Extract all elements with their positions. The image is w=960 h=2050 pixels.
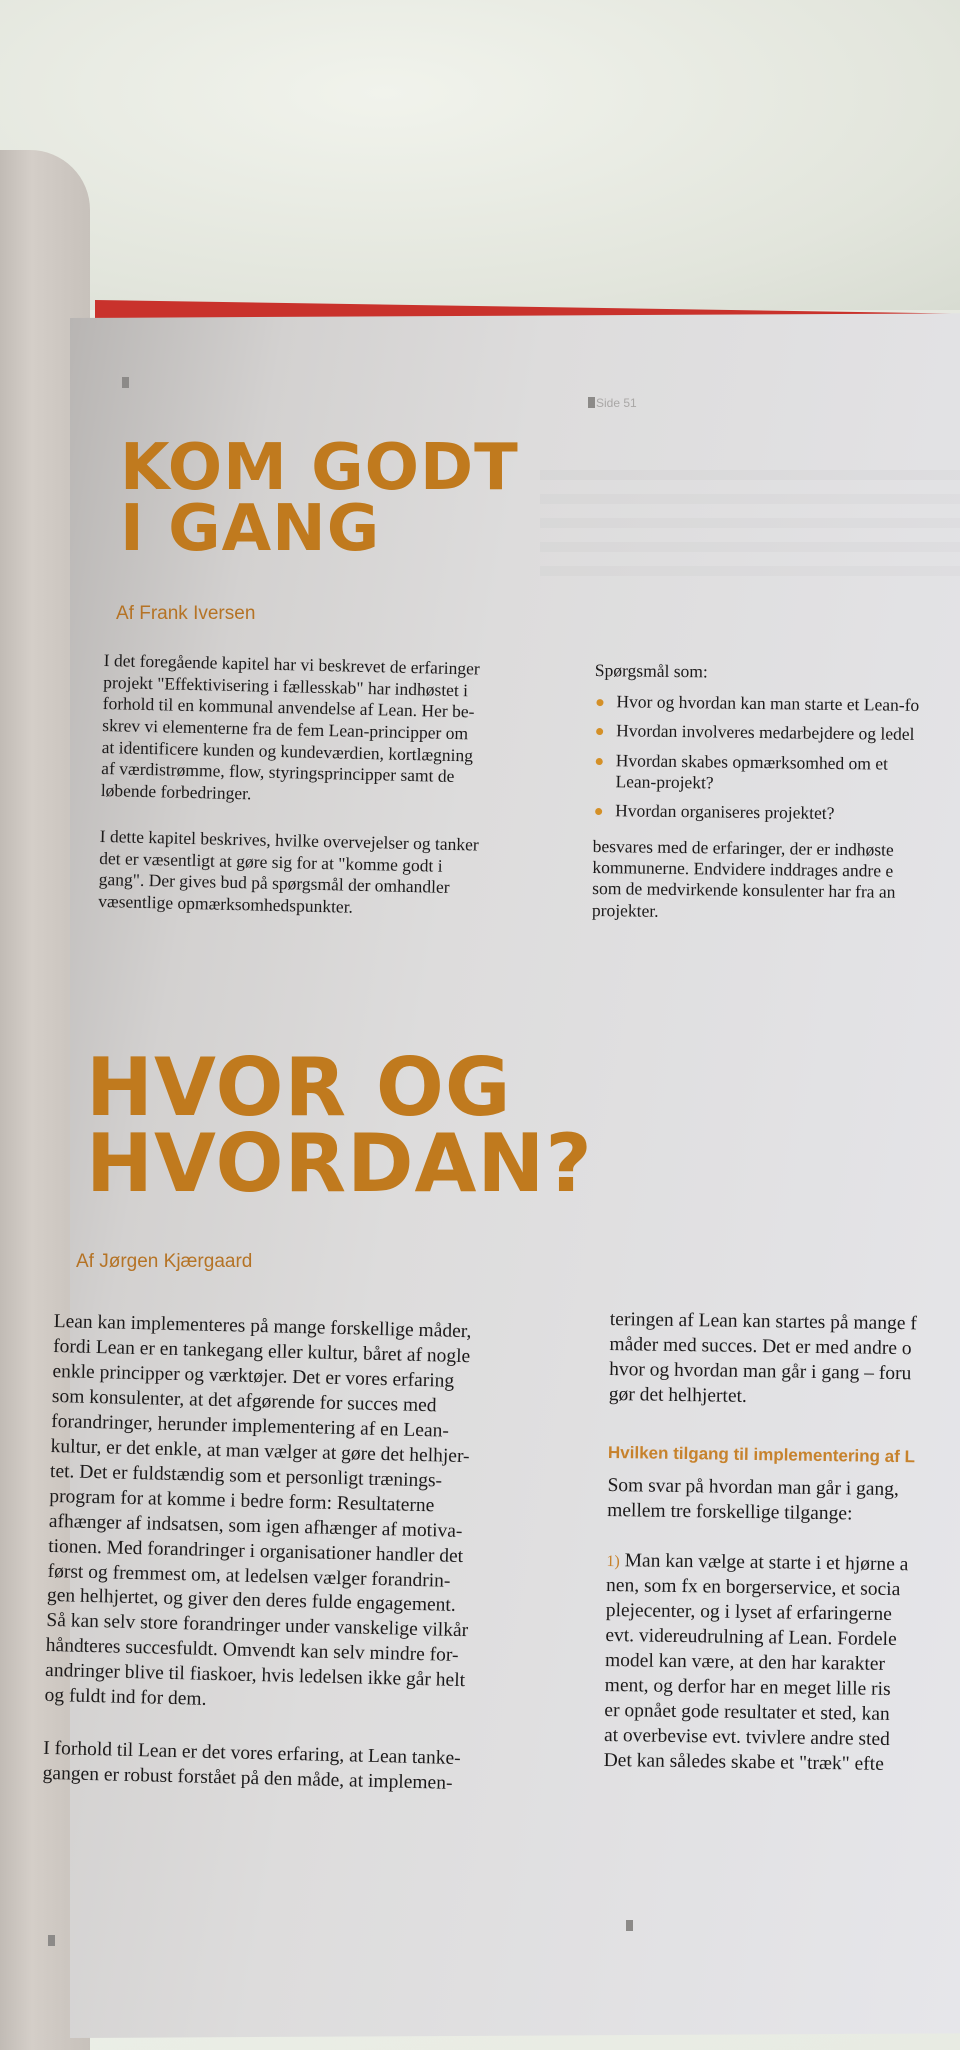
body-paragraph-right-2: Som svar på hvordan man går i gang, mellem tre forskellige tilgange: (607, 1474, 900, 1524)
question-item: Hvordan skabes opmærksomhed om et Lean-projekt? (593, 750, 958, 797)
intro-column-right (592, 660, 960, 926)
page-marker-bottom-left (48, 1935, 55, 1946)
item-number: 1) (606, 1553, 620, 1571)
questions-intro: Spørgsmål som: (594, 660, 708, 682)
author-byline: Af Frank Iversen (116, 603, 256, 624)
questions-answer-paragraph: besvares med de erfaringer, der er indhøste kommunerne. Endvidere inddrages andre e som de medvirkende konsulenter har fra an projekter. (591, 835, 896, 921)
main-column-right (603, 1308, 959, 1779)
body-paragraph-right-1: teringen af Lean kan startes på mange f måder med succes. Det er med andre o hvor og hvordan man går i gang – foru gør det helhjertet. (608, 1308, 917, 1407)
intro-paragraph-2: I dette kapitel beskrives, hvilke overvejelser og tanker det er væsentligt at gøre sig for at "komme godt i gang". Der gives bud på spørgsmål der omhandler væsentlige opmærksomhedspunkter. (98, 825, 479, 917)
intro-paragraph-1: I det foregående kapitel har vi beskrevet de erfaringer projekt "Effektivisering i fællesskab" har indhøstet i forhold til en kommunal anvendelse af Lean. Her be- skrev vi elementerne fra de fem Lean-principper om at identificere kunden og kundeværdien, kortlægning af værdistrømme, flow, styringsprincipper samt de løbende forbedringer. (100, 650, 480, 804)
show-through-text (540, 470, 960, 590)
question-item: Hvordan organiseres projektet? (593, 800, 958, 826)
intro-column-left (98, 650, 574, 923)
page-marker-bottom-right (626, 1920, 633, 1931)
page-marker-top-right (588, 397, 595, 408)
body-paragraph-1: Lean kan implementeres på mange forskellige måder, fordi Lean er en tankegang eller kultur, båret af nogle enkle principper og værktøjer. Det er vores erfaring som konsulenter, at det afgørende for succes med forandringer, herunder implementering af en Lean- kultur, er det enkle, at man vælger at gøre det helhjer- tet. Det er fuldstændig som et personligt trænings- program for at komme i bedre form: Resultaterne afhænger af indsatsen, som igen afhænger af motiva- tionen. Med forandringer i organisationer handler det først og fremmest om, at ledelsen vælger forandrin- gen helhjertet, og giver den deres fulde engagement. Så kan selv store forandringer under vanskelige vilkår håndteres succesfuldt. Omvendt kan selv mindre for- andringer blive til fiaskoer, hvis ledelsen ikke går helt og fuldt ind for dem. (44, 1310, 472, 1711)
section-title-hvor-og-hvordan (86, 1041, 593, 1210)
title-line-1: HVOR OG (86, 1041, 512, 1134)
title-line-1: KOM GODT (120, 431, 519, 505)
body-paragraph-2: I forhold til Lean er det vores erfaring, at Lean tanke- gangen er robust forstået på den måde, at implemen- (42, 1738, 461, 1795)
approach-item-1 (603, 1549, 956, 1778)
question-list (593, 691, 960, 826)
title-line-2: HVORDAN? (86, 1117, 593, 1210)
subheading-implementation-approach: Hvilken tilgang til implementering af L (607, 1442, 916, 1467)
tablecloth-background (0, 0, 960, 310)
title-line-2: I GANG (120, 491, 381, 566)
page-marker-top-left (122, 377, 129, 388)
section-title-kom-godt-i-gang (120, 431, 519, 566)
page-number: Side 51 (596, 396, 637, 410)
item-text: Man kan vælge at starte i et hjørne a nen, som fx en borgerservice, et socia plejecenter, og i lyset af erfaringerne evt. videreudrulning af Lean. Fordele model kan være, at den har karakter ment, og derfor har en meget lille ris er opnået gode resultater et sted, kan at overbevise evt. tvivlere andre sted Det kan således skabe et "træk" efte (603, 1550, 909, 1775)
main-column-left (42, 1310, 583, 1800)
question-item: Hvor og hvordan kan man starte et Lean-fo (594, 691, 959, 717)
question-item: Hvordan involveres medarbejdere og ledel (594, 720, 959, 746)
author-byline: Af Jørgen Kjærgaard (76, 1251, 253, 1272)
